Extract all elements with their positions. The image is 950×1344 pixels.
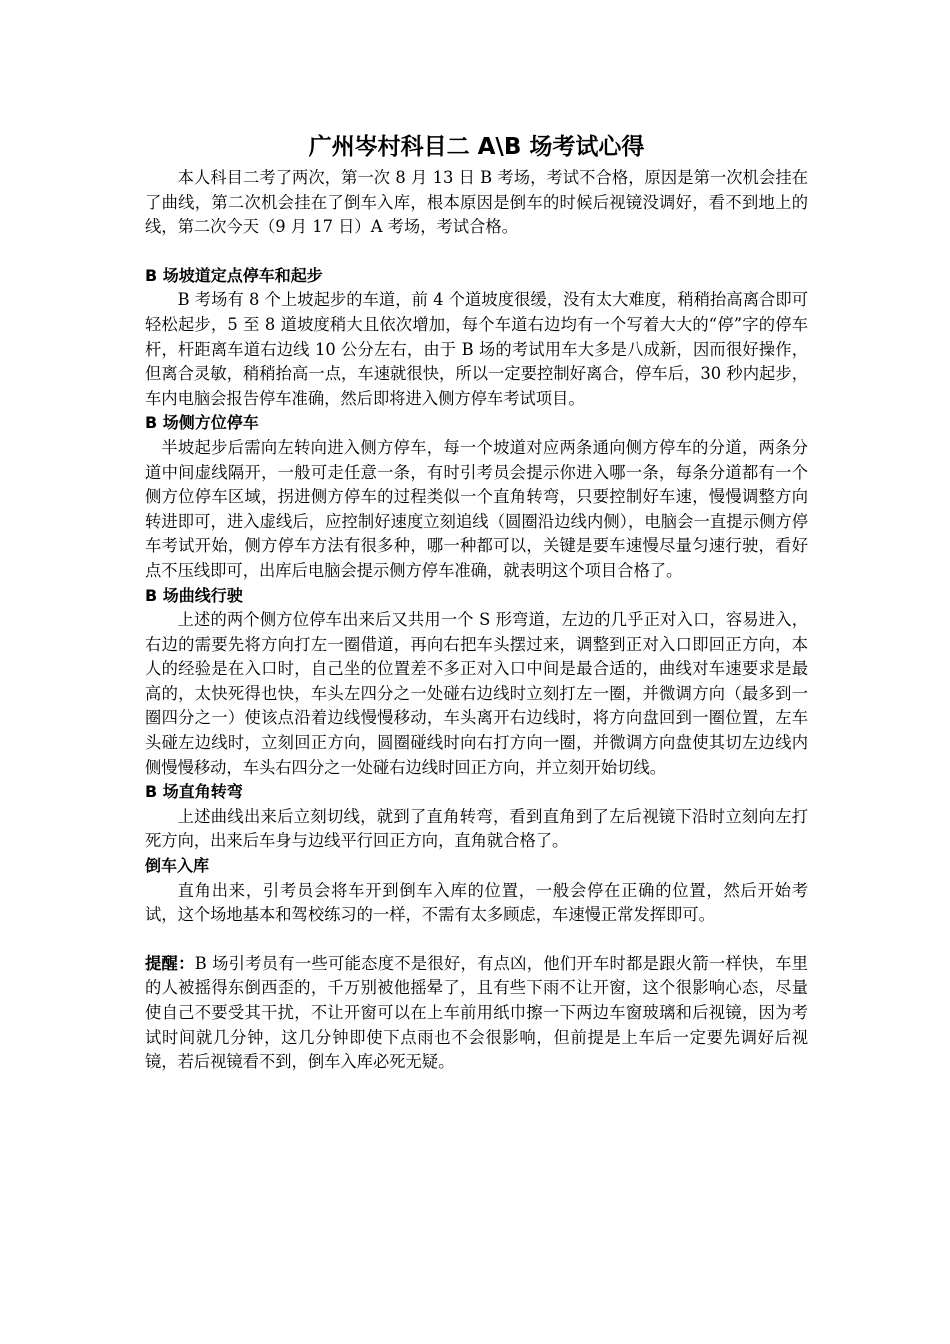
section-body-slope: B 考场有 8 个上坡起步的车道，前 4 个道坡度很缓，没有太大难度，稍稍抬高离合即可轻松起步，5 至 8 道坡度稍大且依次增加，每个车道右边均有一个写着大大的“停”字的停车杆，杆距离车道右边线 10 公分左右，由于 B 场的考试用车大多是八成新，因而很好操作，但离合灵敏，稍稍抬高一点，车速就很快，所以一定要控制好离合，停车后，30 秒内起步，车内电脑会报告停车准确，然后即将进入侧方停车考试项目。 <box>145 290 808 408</box>
document-page <box>145 132 808 1075</box>
section-body-right-angle: 上述曲线出来后立刻切线，就到了直角转弯，看到直角到了左后视镜下沿时立刻向左打死方向，出来后车身与边线平行回正方向，直角就合格了。 <box>145 806 808 851</box>
reminder-label: 提醒： <box>145 953 195 973</box>
spacer <box>145 240 808 264</box>
reminder-paragraph <box>145 952 808 1075</box>
spacer <box>145 928 808 952</box>
section-body-side-parking: 半坡起步后需向左转向进入侧方停车，每一个坡道对应两条通向侧方停车的分道，两条分道中间虚线隔开，一般可走任意一条，有时引考员会提示你进入哪一条，每条分道都有一个侧方位停车区域，拐进侧方停车的过程类似一个直角转弯，只要控制好车速，慢慢调整方向转进即可，进入虚线后，应控制好速度立刻追线（圆圈沿边线内侧），电脑会一直提示侧方停车考试开始，侧方停车方法有很多种，哪一种都可以，关键是要车速慢尽量匀速行驶，看好点不压线即可，出库后电脑会提示侧方停车准确，就表明这个项目合格了。 <box>145 437 808 580</box>
section-heading-slope: B 场坡道定点停车和起步 <box>145 265 323 285</box>
intro-paragraph: 本人科目二考了两次，第一次 8 月 13 日 B 考场，考试不合格，原因是第一次机会挂在了曲线，第二次机会挂在了倒车入库，根本原因是倒车的时候后视镜没调好，看不到地上的线，第二次今天（9 月 17 日）A 考场，考试合格。 <box>145 168 808 237</box>
document-title: 广州岑村科目二 A\B 场考试心得 <box>308 134 645 160</box>
section-heading-side-parking: B 场侧方位停车 <box>145 413 259 433</box>
reminder-text: B 场引考员有一些可能态度不是很好，有点凶，他们开车时都是跟火箭一样快，车里的人被摇得东倒西歪的，千万别被他摇晕了，且有些下雨不让开窗，这个很影响心态，尽量使自己不要受其干扰，不让开窗可以在上车前用纸巾擦一下两边车窗玻璃和后视镜，因为考试时间就几分钟，这几分钟即使下点雨也不会很影响，但前提是上车后一定要先调好后视镜，若后视镜看不到，倒车入库必死无疑。 <box>145 953 808 1072</box>
section-body-reverse-parking: 直角出来，引考员会将车开到倒车入库的位置，一般会停在正确的位置，然后开始考试，这个场地基本和驾校练习的一样，不需有太多顾虑，车速慢正常发挥即可。 <box>145 880 808 925</box>
section-heading-curve: B 场曲线行驶 <box>145 585 243 605</box>
section-body-curve: 上述的两个侧方位停车出来后又共用一个 S 形弯道，左边的几乎正对入口，容易进入，右边的需要先将方向打左一圈借道，再向右把车头摆过来，调整到正对入口即回正方向，本人的经验是在入口时，自己坐的位置差不多正对入口中间是最合适的，曲线对车速要求是最高的，太快死得也快，车头左四分之一处碰右边线时立刻打左一圈，并微调方向（最多到一圈四分之一）使该点沿着边线慢慢移动，车头离开右边线时，将方向盘回到一圈位置，左车头碰左边线时，立刻回正方向，圆圈碰线时向右打方向一圈，并微调方向盘使其切左边线内侧慢慢移动，车头右四分之一处碰右边线时回正方向，并立刻开始切线。 <box>145 610 808 777</box>
section-heading-right-angle: B 场直角转弯 <box>145 782 243 802</box>
section-heading-reverse-parking: 倒车入库 <box>145 856 210 876</box>
